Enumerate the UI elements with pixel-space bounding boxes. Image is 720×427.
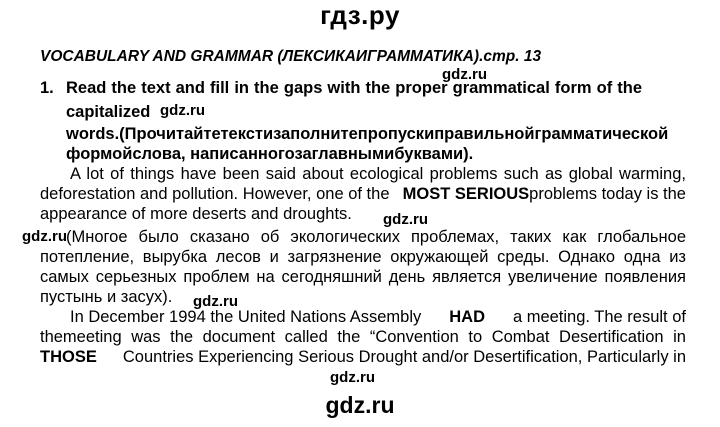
para1-line-1: A lot of things have been said about ecological problems such as global warming,: [70, 165, 686, 183]
watermark: gdz.ru: [160, 102, 205, 119]
site-footer-title: gdz.ru: [325, 392, 395, 418]
section-heading: VOCABULARY AND GRAMMAR (ЛЕКСИКАИГРАММАТИКА).стр. 13: [40, 48, 542, 65]
task-number: 1.: [40, 79, 54, 97]
para2-line-1-end: a meeting. The result of: [512, 308, 686, 326]
para1-line-2: [40, 185, 686, 204]
watermark: gdz.ru: [330, 369, 375, 386]
para2-line-1-start: In December 1994 the United Nations Assembly: [70, 308, 422, 326]
watermark: gdz.ru: [22, 228, 67, 245]
para2-line-3-end: Countries Experiencing Serious Drought and/or Desertification, Particularly in: [122, 348, 686, 366]
task-line-1: Read the text and fill in the gaps with the proper grammatical form of the: [66, 79, 642, 97]
para1-line-2-end: problems today is the: [529, 185, 686, 203]
para1-line-3: appearance of more deserts and droughts.: [40, 205, 352, 223]
translation1-line-3: самых серьезных проблем на сегодняшний день является увеличение появления: [40, 268, 686, 286]
task-line-4: формойслова, написанногозаглавнымибуквами).: [66, 145, 474, 163]
para2-line-1: [70, 308, 686, 327]
para1-line-2-text: deforestation and pollution. However, one of the: [40, 185, 390, 203]
para2-line-3: [40, 348, 686, 367]
watermark: gdz.ru: [193, 293, 238, 310]
task-line-3: words.(Прочитайтетекстизаполнитепропускиправильнойграмматической: [66, 125, 669, 143]
watermark: gdz.ru: [383, 211, 428, 228]
task-line-2: capitalized: [66, 103, 151, 121]
site-title: гдз.ру: [320, 0, 400, 30]
answer-those: THOSE: [40, 348, 97, 366]
answer-had: HAD: [449, 308, 485, 326]
watermark: gdz.ru: [442, 66, 487, 83]
answer-most-serious: MOST SERIOUS: [402, 185, 530, 203]
translation1-line-4: пустынь и засух).: [40, 288, 173, 306]
para2-line-2: themeeting was the document called the “Convention to Combat Desertification in: [40, 328, 686, 346]
translation1-line-2: потепление, вырубка лесов и загрязнение окружающей среды. Однако одна из: [40, 248, 686, 266]
translation1-line-1: (Многое было сказано об экологических проблемах, таких как глобальное: [66, 228, 686, 246]
